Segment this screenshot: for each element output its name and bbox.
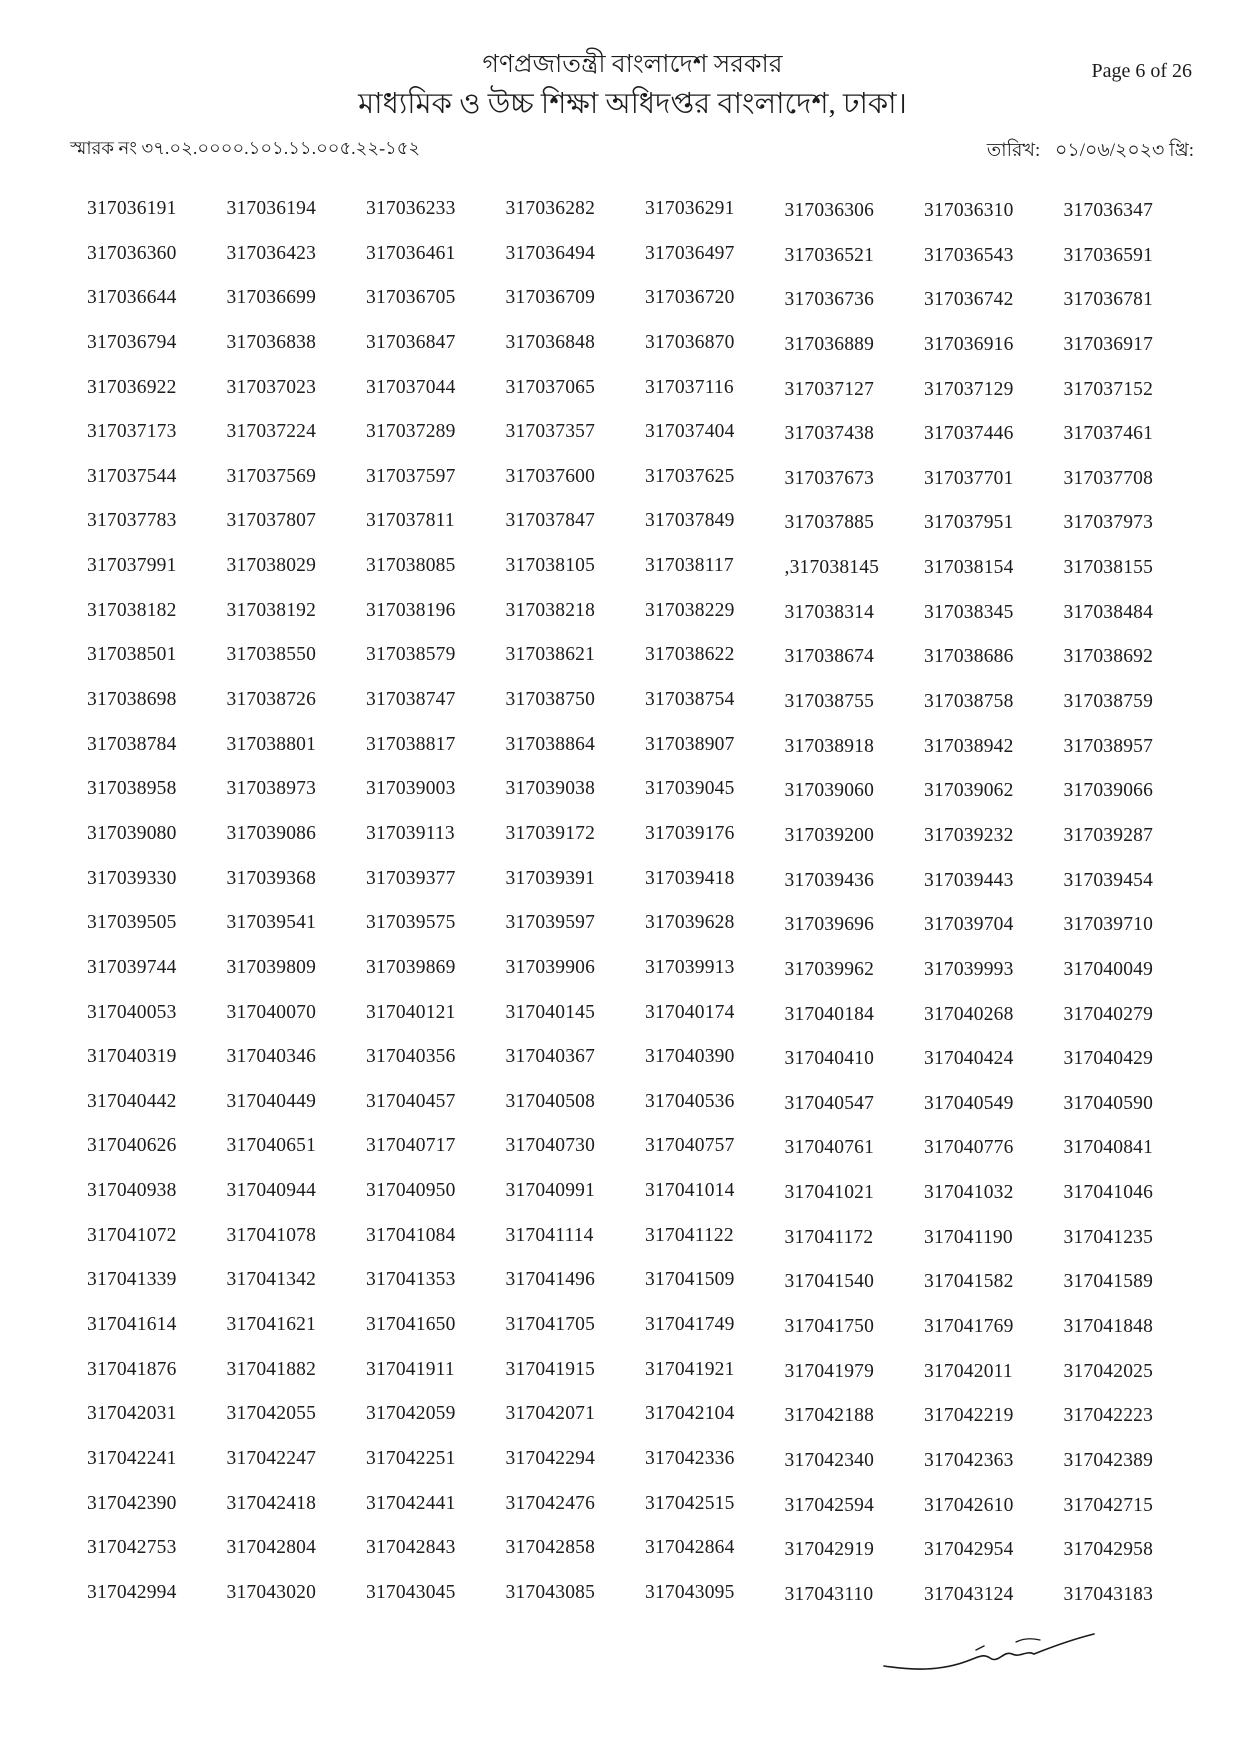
roll-number: 317037129 (924, 378, 1014, 400)
roll-number: 317037811 (366, 510, 455, 532)
roll-number: 317042104 (645, 1403, 735, 1425)
roll-number: 317038957 (1063, 735, 1154, 757)
roll-number: 317039038 (505, 778, 596, 800)
roll-number: 317036742 (924, 289, 1014, 311)
roll-number: 317042251 (366, 1447, 456, 1469)
roll-number: 317041021 (784, 1182, 875, 1204)
roll-number: 317037404 (645, 421, 735, 443)
roll-number: 317042247 (226, 1447, 317, 1469)
roll-number: 317037951 (924, 512, 1014, 534)
roll-number: 317041540 (784, 1271, 875, 1293)
roll-number: 317038750 (505, 689, 596, 711)
roll-number: 317037885 (784, 512, 875, 534)
roll-number: 317042219 (924, 1405, 1014, 1427)
roll-number: 317042241 (87, 1447, 177, 1469)
roll-number: 317036423 (226, 242, 317, 264)
date-line (987, 136, 1194, 168)
roll-number: 317041190 (924, 1226, 1013, 1248)
page-number: Page 6 of 26 (1091, 60, 1192, 82)
roll-number: 317039628 (645, 912, 735, 934)
roll-number: 317039060 (784, 780, 875, 802)
roll-number: 317039710 (1063, 914, 1154, 936)
roll-number: 317040053 (87, 1001, 177, 1023)
roll-number: 317040757 (645, 1135, 735, 1157)
roll-number: 317040508 (505, 1090, 596, 1112)
roll-number: 317038973 (226, 778, 317, 800)
roll-number: 317040070 (226, 1001, 317, 1023)
roll-number: 317041032 (924, 1182, 1014, 1204)
roll-number: 317037446 (924, 423, 1014, 445)
roll-number: 317038747 (366, 689, 456, 711)
roll-number: 317039045 (645, 778, 735, 800)
roll-number: 317039869 (366, 956, 456, 978)
roll-number: 317040346 (226, 1046, 317, 1068)
roll-number: 317041589 (1063, 1271, 1154, 1293)
roll-number: 317040776 (924, 1137, 1014, 1159)
roll-number: 317037783 (87, 510, 177, 532)
roll-number: 317042954 (924, 1539, 1014, 1561)
roll-number: 317036291 (645, 198, 735, 219)
roll-number: 317042055 (226, 1403, 317, 1425)
roll-number: 317041122 (645, 1224, 734, 1246)
roll-number: 317043183 (1063, 1583, 1154, 1605)
roll-number: 317036310 (924, 200, 1014, 221)
roll-number: 317037173 (87, 421, 177, 443)
roll-number: 317042864 (645, 1537, 735, 1559)
roll-number: 317039993 (924, 958, 1014, 980)
roll-number: 317039913 (645, 956, 735, 978)
roll-number: ,317038145 (784, 557, 880, 579)
roll-number: 317041078 (226, 1224, 317, 1246)
roll-number: 317042389 (1063, 1449, 1154, 1471)
roll-number: 317041172 (784, 1226, 874, 1248)
roll-number: 317039418 (645, 867, 735, 889)
roll-number: 317040449 (226, 1090, 317, 1112)
roll-number: 317038550 (226, 644, 317, 666)
roll-number: 317041750 (784, 1316, 875, 1338)
roll-number: 317038801 (226, 733, 317, 755)
roll-number: 317039287 (1063, 824, 1154, 846)
roll-number: 317038154 (924, 557, 1014, 579)
roll-number: 317040367 (505, 1046, 596, 1068)
roll-number: 317038754 (645, 689, 735, 711)
roll-number: 317037461 (1063, 423, 1154, 445)
roll-number: 317037544 (87, 465, 177, 487)
roll-number: 317039330 (87, 867, 177, 889)
roll-number: 317039597 (505, 912, 596, 934)
roll-number: 317042804 (226, 1537, 317, 1559)
roll-number: 317038698 (87, 689, 177, 711)
roll-number: 317038686 (924, 646, 1014, 668)
roll-number: 317041769 (924, 1316, 1014, 1338)
roll-number: 317036848 (505, 331, 596, 353)
roll-number: 317038196 (366, 599, 456, 621)
roll-number: 317038958 (87, 778, 177, 800)
roll-number: 317036233 (366, 198, 456, 219)
roll-number: 317038784 (87, 733, 177, 755)
roll-number: 317039443 (924, 869, 1014, 891)
roll-number: 317039232 (924, 824, 1014, 846)
roll-number: 317036794 (87, 331, 177, 353)
roll-number: 317042843 (366, 1537, 456, 1559)
roll-number: 317043095 (645, 1581, 735, 1603)
roll-number: 317042610 (924, 1494, 1014, 1516)
roll-number: 317037807 (226, 510, 317, 532)
roll-number: 317039744 (87, 956, 177, 978)
roll-number: 317038942 (924, 735, 1014, 757)
roll-number: 317037708 (1063, 467, 1154, 489)
roll-number: 317038484 (1063, 601, 1154, 623)
roll-number: 317040730 (505, 1135, 596, 1157)
roll-number: 317040424 (924, 1048, 1014, 1070)
roll-number: 317041882 (226, 1358, 317, 1380)
roll-number: 317041072 (87, 1224, 177, 1246)
roll-number: 317037673 (784, 467, 875, 489)
roll-number: 317038622 (645, 644, 735, 666)
roll-number: 317037127 (784, 378, 875, 400)
roll-number: 317042476 (505, 1492, 596, 1514)
roll-number: 317039541 (226, 912, 317, 934)
roll-number: 317040536 (645, 1090, 735, 1112)
roll-number: 317039809 (226, 956, 317, 978)
roll-number: 317042958 (1063, 1539, 1154, 1561)
roll-number: 317040390 (645, 1046, 735, 1068)
roll-number: 317042418 (226, 1492, 317, 1514)
roll-number: 317038621 (505, 644, 596, 666)
roll-number: 317042715 (1063, 1494, 1154, 1516)
memo-number: স্মারক নং ৩৭.০২.০০০০.১০১.১১.০০৫.২২-১৫২ (70, 138, 421, 158)
roll-number: 317040319 (87, 1046, 177, 1068)
roll-number: 317036917 (1063, 333, 1154, 355)
roll-number: 317036306 (784, 200, 875, 221)
roll-number: 317040651 (226, 1135, 317, 1157)
roll-number: 317040268 (924, 1003, 1014, 1025)
roll-number: 317042223 (1063, 1405, 1154, 1427)
roll-number: 317037065 (505, 376, 596, 398)
roll-number-grid (78, 196, 1188, 1625)
roll-number: 317036521 (784, 244, 875, 266)
roll-number: 317043124 (924, 1583, 1014, 1605)
roll-number: 317040457 (366, 1090, 456, 1112)
roll-number: 317037991 (87, 555, 177, 577)
roll-number: 317040626 (87, 1135, 177, 1157)
roll-number: 317042919 (784, 1539, 875, 1561)
roll-number: 317036282 (505, 198, 596, 219)
roll-number: 317036720 (645, 287, 735, 309)
roll-number: 317037600 (505, 465, 596, 487)
roll-number: 317041342 (226, 1269, 317, 1291)
roll-number: 317041509 (645, 1269, 735, 1291)
roll-number: 317039962 (784, 958, 875, 980)
roll-number: 317041614 (87, 1314, 177, 1336)
roll-number: 317039113 (366, 822, 455, 844)
roll-number: 317040841 (1063, 1137, 1154, 1159)
roll-number: 317036838 (226, 331, 317, 353)
roll-number: 317036543 (924, 244, 1014, 266)
roll-number: 317036922 (87, 376, 177, 398)
roll-number: 317036709 (505, 287, 596, 309)
roll-number: 317042858 (505, 1537, 596, 1559)
roll-number: 317039377 (366, 867, 456, 889)
roll-number: 317041705 (505, 1314, 596, 1336)
government-title: গণপ্রজাতন্ত্রী বাংলাদেশ সরকার (482, 51, 783, 78)
roll-number: 317036781 (1063, 289, 1154, 311)
roll-number: 317043020 (226, 1581, 317, 1603)
roll-number: 317036736 (784, 289, 875, 311)
roll-number: 317036494 (505, 242, 596, 264)
roll-number: 317041621 (226, 1314, 317, 1336)
roll-number: 317036847 (366, 331, 456, 353)
roll-number: 317040356 (366, 1046, 456, 1068)
roll-number: 317039003 (366, 778, 456, 800)
roll-number: 317039172 (505, 822, 596, 844)
roll-number: 317042188 (784, 1405, 875, 1427)
roll-number: 317039062 (924, 780, 1014, 802)
roll-number: 317041235 (1063, 1226, 1154, 1248)
roll-number: 317043085 (505, 1581, 596, 1603)
roll-number: 317042363 (924, 1449, 1014, 1471)
roll-number: 317042515 (645, 1492, 735, 1514)
roll-number: 317042294 (505, 1447, 596, 1469)
roll-number: 317041496 (505, 1269, 596, 1291)
roll-number: 317038314 (784, 601, 875, 623)
roll-number: 317039080 (87, 822, 177, 844)
roll-number: 317041046 (1063, 1182, 1154, 1204)
roll-number: 317041876 (87, 1358, 177, 1380)
roll-number: 317039176 (645, 822, 735, 844)
roll-number: 317042753 (87, 1537, 177, 1559)
roll-number: 317039066 (1063, 780, 1154, 802)
roll-number: 317040279 (1063, 1003, 1154, 1025)
roll-number: 317038182 (87, 599, 177, 621)
roll-number: 317038758 (924, 691, 1014, 713)
signature (880, 1620, 1100, 1680)
roll-number: 317039505 (87, 912, 177, 934)
roll-number: 317038579 (366, 644, 456, 666)
date-label: তারিখ: (986, 140, 1041, 161)
roll-number: 317038918 (784, 735, 875, 757)
roll-number: 317036644 (87, 287, 177, 309)
roll-number: 317038864 (505, 733, 596, 755)
roll-number: 317037625 (645, 465, 735, 487)
roll-number: 317039575 (366, 912, 456, 934)
roll-number: 317043110 (784, 1583, 874, 1605)
roll-number: 317039906 (505, 956, 596, 978)
roll-number: 317041650 (366, 1314, 456, 1336)
roll-number: 317040991 (505, 1180, 596, 1202)
roll-number: 317040429 (1063, 1048, 1154, 1070)
roll-number: 317038759 (1063, 691, 1154, 713)
roll-number: 317036194 (226, 198, 317, 219)
roll-number: 317040049 (1063, 958, 1154, 980)
roll-number: 317037152 (1063, 378, 1154, 400)
roll-number: 317037023 (226, 376, 317, 398)
roll-number: 317042594 (784, 1494, 875, 1516)
roll-number: 317038345 (924, 601, 1014, 623)
roll-number: 317038085 (366, 555, 456, 577)
roll-number: 317038726 (226, 689, 317, 711)
roll-number: 317039391 (505, 867, 596, 889)
roll-number: 317036705 (366, 287, 456, 309)
roll-number: 317037357 (505, 421, 596, 443)
roll-number: 317042340 (784, 1449, 875, 1471)
roll-number: 317038817 (366, 733, 456, 755)
roll-number: 317038501 (87, 644, 177, 666)
roll-number: 317042059 (366, 1403, 456, 1425)
roll-number: 317041848 (1063, 1316, 1154, 1338)
roll-number: 317042441 (366, 1492, 456, 1514)
roll-number: 317039086 (226, 822, 317, 844)
roll-number: 317037438 (784, 423, 875, 445)
document-header (0, 48, 1240, 124)
roll-number: 317036870 (645, 331, 735, 353)
roll-number: 317041915 (505, 1358, 596, 1380)
roll-number: 317041921 (645, 1358, 735, 1380)
roll-number: 317041114 (505, 1224, 594, 1246)
roll-number: 317038105 (505, 555, 596, 577)
roll-number: 317040442 (87, 1090, 177, 1112)
directorate-title: মাধ্যমিক ও উচ্চ শিক্ষা অধিদপ্তর বাংলাদেশ, ঢাকা। (358, 88, 907, 120)
roll-number: 317042390 (87, 1492, 177, 1514)
roll-number: 317040761 (784, 1137, 875, 1159)
roll-number: 317036916 (924, 333, 1014, 355)
roll-number: 317036360 (87, 242, 177, 264)
roll-number: 317038907 (645, 733, 735, 755)
roll-number: 317039200 (784, 824, 875, 846)
roll-number: 317037973 (1063, 512, 1154, 534)
roll-number: 317040145 (505, 1001, 596, 1023)
roll-number: 317037224 (226, 421, 317, 443)
roll-number: 317036889 (784, 333, 875, 355)
roll-number: 317039696 (784, 914, 875, 936)
roll-number: 317041979 (784, 1360, 875, 1382)
roll-number: 317041911 (366, 1358, 455, 1380)
date-value: ০১/০৬/২০২৩ খ্রি: (1055, 140, 1194, 161)
roll-number: 317037849 (645, 510, 735, 532)
roll-number: 317040717 (366, 1135, 456, 1157)
roll-number: 317039704 (924, 914, 1014, 936)
roll-number: 317040590 (1063, 1092, 1154, 1114)
roll-number: 317038229 (645, 599, 735, 621)
roll-number: 317037116 (645, 376, 734, 398)
roll-number: 317038192 (226, 599, 317, 621)
roll-number: 317040944 (226, 1180, 317, 1202)
roll-number: 317040950 (366, 1180, 456, 1202)
roll-number: 317040174 (645, 1001, 735, 1023)
roll-number: 317040549 (924, 1092, 1014, 1114)
roll-number: 317037701 (924, 467, 1014, 489)
roll-number: 317036591 (1063, 244, 1154, 266)
roll-number: 317036347 (1063, 200, 1154, 221)
roll-number: 317040121 (366, 1001, 456, 1023)
roll-number: 317037597 (366, 465, 456, 487)
roll-number: 317038117 (645, 555, 734, 577)
roll-number: 317041339 (87, 1269, 177, 1291)
roll-number: 317042994 (87, 1581, 177, 1603)
roll-number: 317038692 (1063, 646, 1154, 668)
roll-number: 317041582 (924, 1271, 1014, 1293)
roll-number: 317036497 (645, 242, 735, 264)
roll-number: 317042025 (1063, 1360, 1154, 1382)
roll-number: 317042336 (645, 1447, 735, 1469)
roll-number: 317042011 (924, 1360, 1013, 1382)
roll-number: 317037847 (505, 510, 596, 532)
roll-number: 317038755 (784, 691, 875, 713)
roll-number: 317039368 (226, 867, 317, 889)
roll-number: 317037044 (366, 376, 456, 398)
roll-number: 317043045 (366, 1581, 456, 1603)
roll-number: 317040938 (87, 1180, 177, 1202)
roll-number: 317040410 (784, 1048, 875, 1070)
roll-number: 317037569 (226, 465, 317, 487)
roll-number: 317041084 (366, 1224, 456, 1246)
roll-number: 317040184 (784, 1003, 875, 1025)
roll-number: 317041749 (645, 1314, 735, 1336)
roll-number: 317042031 (87, 1403, 177, 1425)
roll-number: 317038218 (505, 599, 596, 621)
roll-number: 317042071 (505, 1403, 596, 1425)
roll-number: 317037289 (366, 421, 456, 443)
roll-number: 317039436 (784, 869, 875, 891)
roll-number: 317038155 (1063, 557, 1154, 579)
roll-number: 317039454 (1063, 869, 1154, 891)
roll-number: 317041014 (645, 1180, 735, 1202)
roll-number: 317036699 (226, 287, 317, 309)
roll-number: 317036191 (87, 198, 177, 219)
roll-number: 317041353 (366, 1269, 456, 1291)
roll-number: 317036461 (366, 242, 456, 264)
roll-number: 317038029 (226, 555, 317, 577)
roll-number: 317040547 (784, 1092, 875, 1114)
roll-number: 317038674 (784, 646, 875, 668)
